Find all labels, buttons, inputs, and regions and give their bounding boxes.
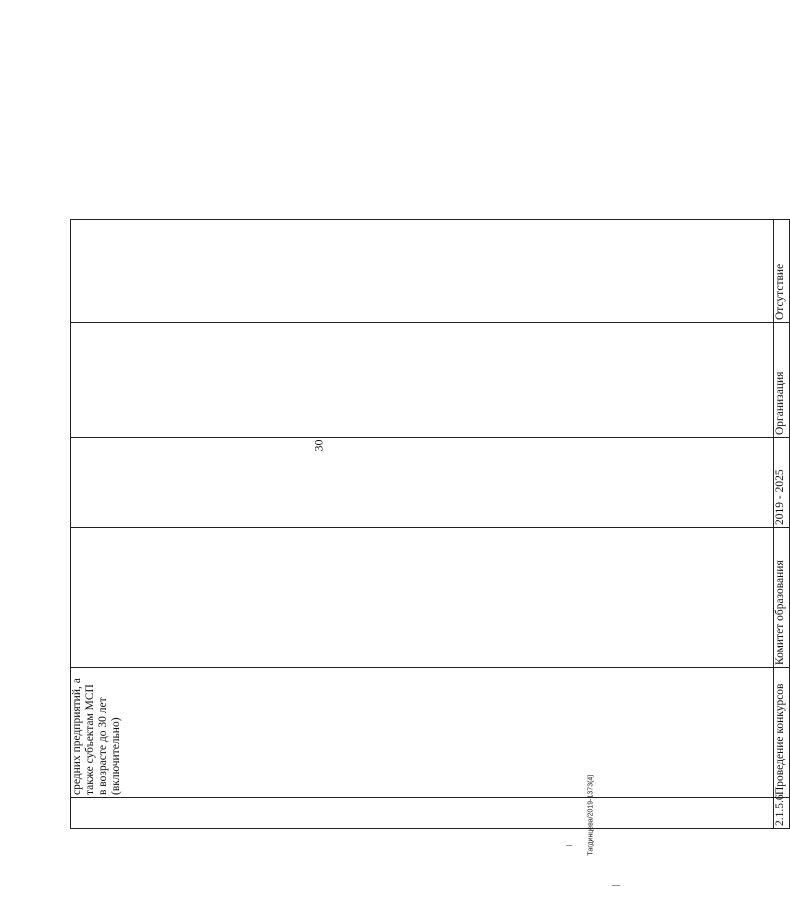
document-stamp: [585, 735, 597, 895]
table-cell-result: [71, 323, 774, 438]
table-cell-number: 2.1.5.6: [774, 798, 790, 829]
table-cell-executor: [71, 528, 774, 668]
table-cell-executor: Комитет образования: [774, 528, 790, 668]
table-cell-number: [71, 798, 774, 829]
table-row: [774, 39, 790, 829]
table-row: [71, 39, 774, 829]
table-cell-risk: Отсутствие: [774, 220, 790, 323]
table-cell-period: [71, 438, 774, 528]
table-cell-result: Организация: [774, 323, 790, 438]
margin-mark: [612, 885, 620, 886]
table-cell-description: средних предприятий, а также субъектам МСП в возрасте до 30 лет (включительно): [71, 668, 774, 798]
table-cell-risk: [71, 220, 774, 323]
table-cell-period: 2019 - 2025: [774, 438, 790, 528]
stamp-text: Тагдинцева/2019-1373(4): [587, 774, 595, 856]
program-table: [70, 38, 790, 829]
margin-mark: [566, 845, 572, 846]
page-number: 30: [311, 439, 326, 452]
table-cell-description: Проведение конкурсов: [774, 668, 790, 798]
